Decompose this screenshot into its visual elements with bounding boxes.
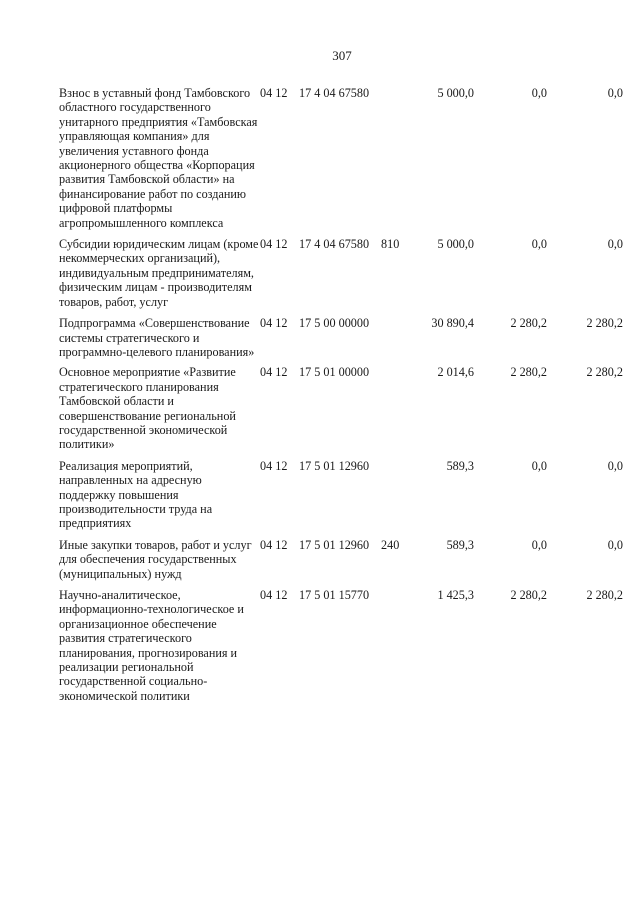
section-code: 04 12: [260, 537, 288, 552]
page-number: 307: [332, 48, 352, 63]
target-article-code: 17 4 04 67580: [299, 86, 370, 100]
amount-year-1: 589,3: [446, 537, 474, 552]
amount-year-2: 0,0: [531, 537, 547, 552]
amount-year-1: 5 000,0: [437, 237, 474, 252]
target-article-code: 17 4 04 67580: [299, 237, 370, 252]
amount-year-3: 2 280,2: [586, 316, 623, 331]
amount-year-2: 0,0: [531, 458, 547, 473]
table-row: [59, 538, 629, 581]
amount-year-1: 2 014,6: [437, 365, 474, 380]
target-article-code: 17 5 01 00000: [299, 365, 370, 380]
target-article-code: 17 5 00 00000: [299, 316, 370, 331]
amount-year-1: 5 000,0: [437, 86, 474, 100]
table-row: [59, 459, 629, 531]
amount-year-1: 30 890,4: [431, 316, 474, 331]
target-article-code: 17 5 01 12960: [299, 537, 370, 552]
target-article-code: 17 5 01 15770: [299, 588, 370, 602]
amount-year-1: 1 425,3: [437, 588, 474, 602]
amount-year-3: 0,0: [607, 86, 623, 100]
table-row: [59, 237, 629, 309]
table-row: [59, 365, 629, 451]
amount-year-2: 2 280,2: [510, 316, 547, 331]
row-description: Основное мероприятие «Развитие стратегического планирования Тамбовской области и совершенствование региональной государственной экономической политики»: [59, 365, 236, 452]
amount-year-3: 0,0: [607, 237, 623, 252]
section-code: 04 12: [260, 458, 288, 473]
amount-year-2: 2 280,2: [510, 365, 547, 380]
budget-table: [59, 86, 629, 703]
section-code: 04 12: [260, 237, 288, 252]
amount-year-2: 0,0: [531, 86, 547, 100]
row-description: Подпрограмма «Совершенствование системы стратегического и программно-целевого планирования»: [59, 316, 255, 359]
amount-year-2: 0,0: [531, 237, 547, 252]
row-description: Взнос в уставный фонд Тамбовского областного государственного унитарного предприятия «Тамбовская управляющая компания» для увеличения уставного фонда акционерного общества «Корпорация развития Тамбовской области» на финансирование работ по созданию цифровой платформы агропромышленного комплекса: [59, 86, 258, 230]
target-article-code: 17 5 01 12960: [299, 458, 370, 473]
row-description: Реализация мероприятий, направленных на адресную поддержку повышения производительности труда на предприятиях: [59, 458, 213, 531]
table-row: [59, 86, 629, 230]
amount-year-3: 2 280,2: [586, 365, 623, 380]
amount-year-3: 2 280,2: [586, 588, 623, 602]
amount-year-1: 589,3: [446, 458, 474, 473]
expense-type-code: 810: [381, 237, 400, 252]
section-code: 04 12: [260, 316, 288, 331]
section-code: 04 12: [260, 86, 288, 100]
row-description: Научно-аналитическое, информационно-технологическое и организационное обеспечение развития стратегического планирования, прогнозирования и реализации региональной государственной социально-экономической политики: [59, 588, 244, 703]
expense-type-code: 240: [381, 537, 400, 552]
row-description: Субсидии юридическим лицам (кроме некоммерческих организаций), индивидуальным предпринимателям, физическим лицам - производителям товаров, работ, услуг: [59, 237, 259, 309]
amount-year-3: 0,0: [607, 458, 623, 473]
amount-year-3: 0,0: [607, 537, 623, 552]
row-description: Иные закупки товаров, работ и услуг для обеспечения государственных (муниципальных) нужд: [59, 537, 252, 581]
table-row: [59, 316, 629, 359]
section-code: 04 12: [260, 365, 288, 380]
table-row: [59, 588, 629, 703]
section-code: 04 12: [260, 588, 288, 602]
amount-year-2: 2 280,2: [510, 588, 547, 602]
